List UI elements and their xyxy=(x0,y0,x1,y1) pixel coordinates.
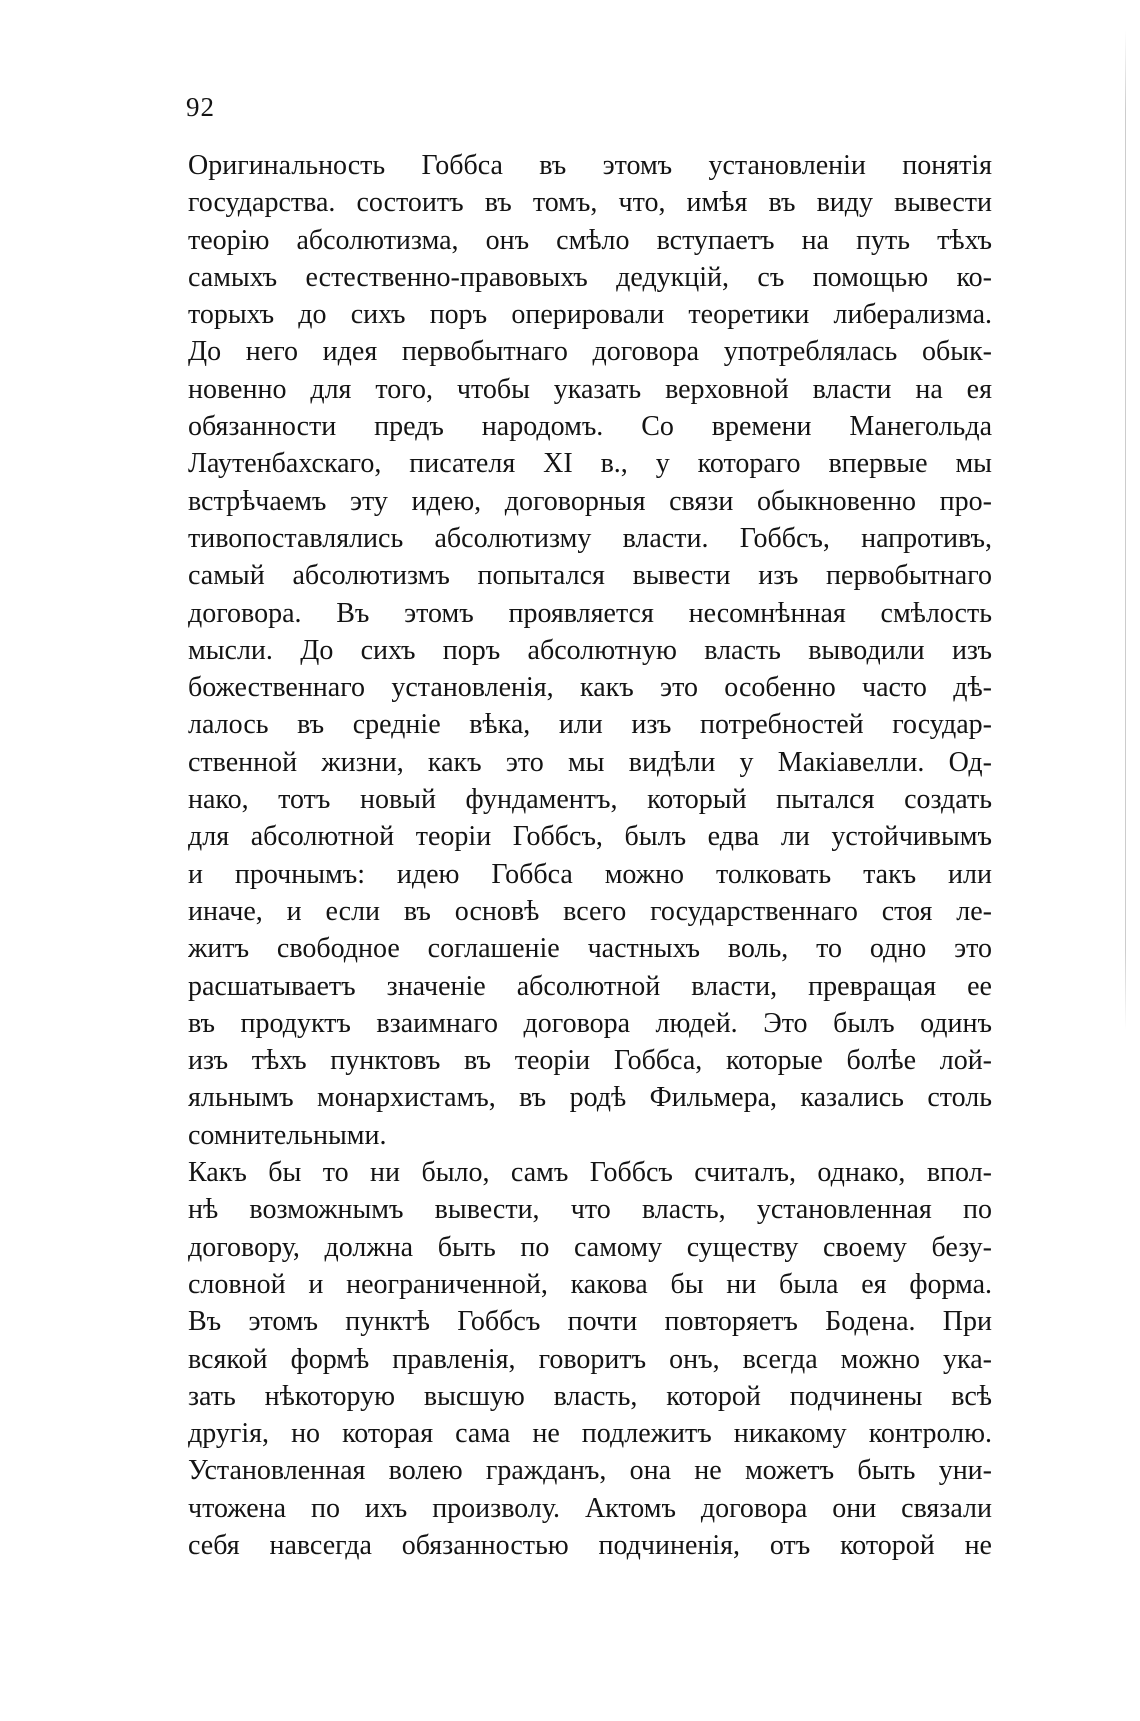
text-line: въ продуктъ взаимнаго договора людей. Это былъ одинъ xyxy=(188,1007,992,1039)
text-line: зать нѣкоторую высшую власть, которой подчинены всѣ xyxy=(188,1380,992,1412)
text-line: яльнымъ монархистамъ, въ родѣ Фильмера, казались столь xyxy=(188,1082,992,1114)
text-line: теорію абсолютизма, онъ смѣло вступаетъ на путь тѣхъ xyxy=(188,224,992,256)
text-line: Какъ бы то ни было, самъ Гоббсъ считалъ, однако, впол- xyxy=(188,1157,992,1189)
text-line: божественнаго установленія, какъ это особенно часто дѣ- xyxy=(188,672,992,704)
text-line: лалось въ средніе вѣка, или изъ потребностей государ- xyxy=(188,709,992,741)
text-line: нѣ возможнымъ вывести, что власть, установленная по xyxy=(188,1194,992,1226)
text-line: всякой формѣ правленія, говоритъ онъ, всегда можно ука- xyxy=(188,1343,992,1375)
text-line: договору, должна быть по самому существу своему безу- xyxy=(188,1231,992,1263)
text-line: и прочнымъ: идею Гоббса можно толковать такъ или xyxy=(188,858,992,890)
text-line: другія, но которая сама не подлежитъ никакому контролю. xyxy=(188,1418,992,1450)
text-line: чтожена по ихъ произволу. Актомъ договора они связали xyxy=(188,1492,992,1524)
text-line: Въ этомъ пунктѣ Гоббсъ почти повторяетъ Бодена. При xyxy=(188,1306,992,1338)
text-line: самыхъ естественно-правовыхъ дедукцій, съ помощью ко- xyxy=(188,261,992,293)
text-line: нако, тотъ новый фундаментъ, который пытался создать xyxy=(188,784,992,816)
scan-margin-line xyxy=(1125,30,1126,1030)
body-text xyxy=(188,147,992,1564)
text-line: новенно для того, чтобы указать верховной власти на ея xyxy=(188,373,992,405)
text-line: договора. Въ этомъ проявляется несомнѣнная смѣлость xyxy=(188,597,992,629)
text-line: ственной жизни, какъ это мы видѣли у Макіавелли. Од- xyxy=(188,746,992,778)
text-line: мысли. До сихъ поръ абсолютную власть выводили изъ xyxy=(188,634,992,666)
text-line: государства. состоитъ въ томъ, что, имѣя въ виду вывести xyxy=(188,187,992,219)
text-line: самый абсолютизмъ попытался вывести изъ первобытнаго xyxy=(188,560,992,592)
text-line: Установленная волею гражданъ, она не можетъ быть уни- xyxy=(188,1455,992,1487)
text-line: житъ свободное соглашеніе частныхъ воль, то одно это xyxy=(188,933,992,965)
text-line: встрѣчаемъ эту идею, договорныя связи обыкновенно про- xyxy=(188,485,992,517)
text-line: Лаутенбахскаго, писателя XI в., у котораго впервые мы xyxy=(188,448,992,480)
text-line: изъ тѣхъ пунктовъ въ теоріи Гоббса, которые болѣе лой- xyxy=(188,1045,992,1077)
paragraph-2 xyxy=(188,1154,992,1564)
text-line: торыхъ до сихъ поръ оперировали теоретики либерализма. xyxy=(188,299,992,331)
text-line: расшатываетъ значеніе абсолютной власти, превращая ее xyxy=(188,970,992,1002)
text-line: обязанности предъ народомъ. Со времени Манегольда xyxy=(188,411,992,443)
text-line: Оригинальность Гоббса въ этомъ установленіи понятія xyxy=(188,150,992,181)
paragraph-1 xyxy=(188,147,992,1154)
text-line: До него идея первобытнаго договора употреблялась обык- xyxy=(188,336,992,368)
text-line: для абсолютной теоріи Гоббсъ, былъ едва ли устойчивымъ xyxy=(188,821,992,853)
text-line: сомнительными. xyxy=(188,1119,387,1151)
text-line: тивопоставлялись абсолютизму власти. Гоббсъ, напротивъ, xyxy=(188,522,992,554)
text-line: иначе, и если въ основѣ всего государственнаго стоя ле- xyxy=(188,895,992,927)
page-number: 92 xyxy=(186,92,215,122)
text-line: себя навсегда обязанностью подчиненія, отъ которой не xyxy=(188,1529,992,1561)
text-line: словной и неограниченной, какова бы ни была ея форма. xyxy=(188,1268,992,1300)
